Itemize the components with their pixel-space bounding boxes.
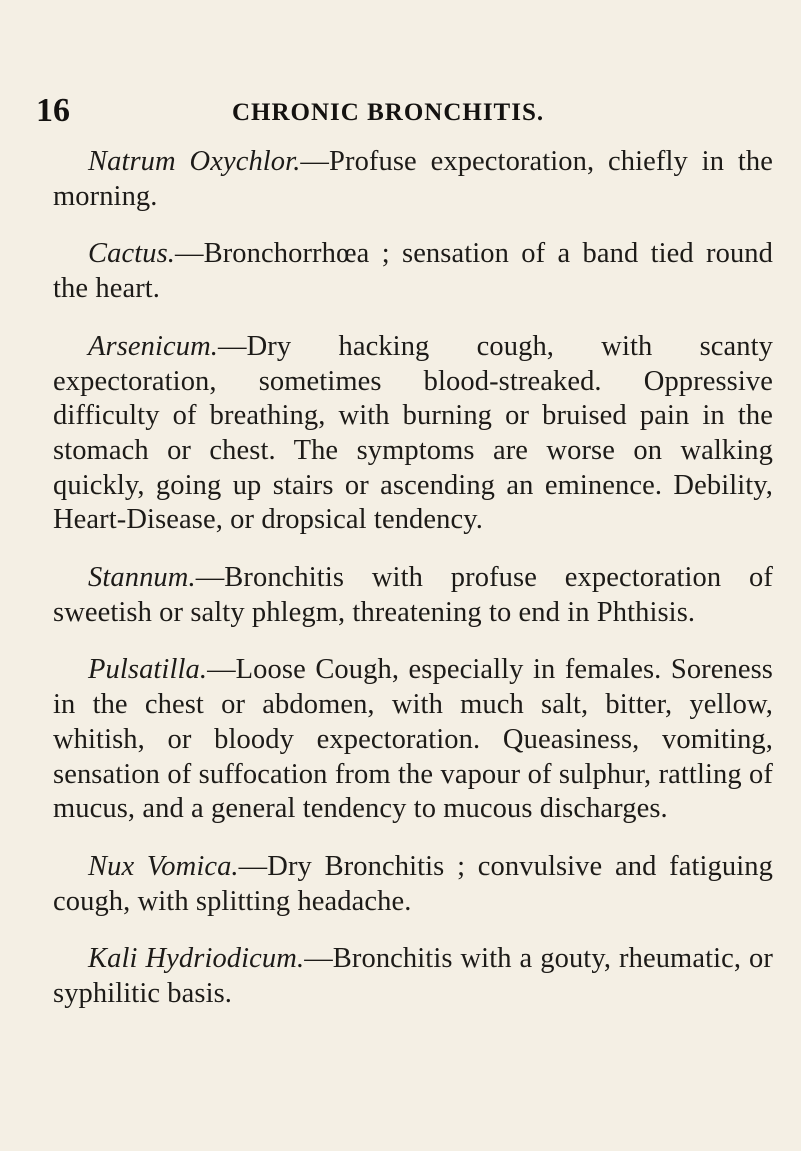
- remedy-name: Stannum.: [88, 562, 196, 594]
- remedy-entry-pulsatilla: [53, 653, 773, 827]
- remedy-name: Nux Vomica.: [88, 850, 239, 882]
- remedy-description: —Profuse expectoration, chiefly in the morning.: [53, 146, 773, 212]
- remedy-name: Cactus.: [88, 238, 175, 270]
- remedy-description: —Dry Bronchitis ; convulsive and fatiguing cough, with splitting headache.: [53, 850, 773, 917]
- body-text: [53, 145, 773, 1035]
- remedy-entry-kali-hydriodicum: [53, 942, 773, 1011]
- running-title: CHRONIC BRONCHITIS.: [232, 99, 545, 126]
- remedy-description: —Bronchorrhœa ; sensation of a band tied round the heart.: [53, 238, 773, 305]
- remedy-entry-cactus: [53, 237, 773, 306]
- remedy-name: Arsenicum.: [88, 330, 219, 362]
- remedy-description: —Dry hacking cough, with scanty expectoration, sometimes blood-streaked. Oppressive difficulty of breathing, with burning or bruised pain in the stomach or chest. The symptoms are worse on walking quickly, going up stairs or ascending an eminence. Debility, Heart-Disease, or dropsical tendency.: [53, 330, 773, 536]
- remedy-description: —Loose Cough, especially in females. Soreness in the chest or abdomen, with much salt, bitter, yellow, whitish, or bloody expectoration. Queasiness, vomiting, sensation of suffocation from the vapour of sulphur, rattling of mucus, and a general tendency to mucous discharges.: [53, 654, 773, 825]
- page-number: 16: [36, 92, 70, 129]
- remedy-entry-natrum-oxychlor: [53, 145, 773, 214]
- remedy-entry-nux-vomica: [53, 850, 773, 919]
- remedy-name: Pulsatilla.: [88, 654, 208, 686]
- running-head: [36, 92, 776, 128]
- remedy-entry-stannum: [53, 561, 773, 630]
- remedy-name: Kali Hydriodicum.: [88, 943, 305, 975]
- remedy-entry-arsenicum: [53, 330, 773, 538]
- remedy-name: Natrum Oxychlor.: [88, 146, 301, 177]
- remedy-description: —Bronchitis with profuse expectoration of sweetish or salty phlegm, threatening to end in Phthisis.: [53, 562, 773, 628]
- remedy-description: —Bronchitis with a gouty, rheumatic, or syphilitic basis.: [53, 943, 774, 1010]
